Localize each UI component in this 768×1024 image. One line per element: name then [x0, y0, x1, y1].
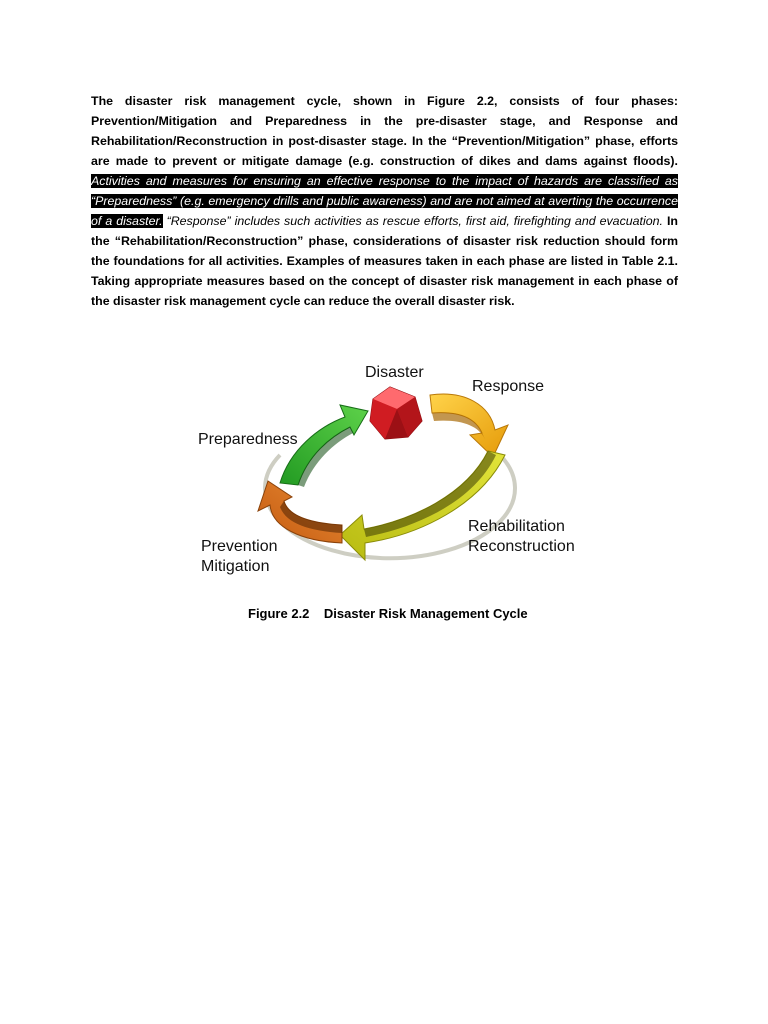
paragraph-part1: The disaster risk management cycle, shown in Figure 2.2, consists of four phases: Prevention/Mitigation and Preparedness in the pre-disaster stage, and Response and Rehabilitation/Reconstruction in post-disaster stage. In the “Prevention/Mitigation” phase, efforts are made to prevent or mitigate damage (e.g. construction of dikes and dams against floods).: [91, 94, 678, 168]
response-arrow: [430, 394, 508, 457]
label-disaster: Disaster: [365, 364, 424, 381]
caption-number: Figure 2.2: [248, 606, 310, 621]
label-preparedness: Preparedness: [198, 431, 298, 448]
risk-cycle-diagram: [190, 355, 590, 585]
label-rehabilitation: Rehabilitation: [468, 518, 565, 535]
figure-caption: [248, 606, 528, 621]
paragraph-part2: In the “Rehabilitation/Reconstruction” phase, considerations of disaster risk reduction should form the foundations for all activities. Examples of measures taken in each phase are listed in Table 2.1. Taking appropriate measures based on the concept of disaster risk management in each phase of the disaster risk management cycle can reduce the overall disaster risk.: [91, 214, 678, 308]
caption-title: Disaster Risk Management Cycle: [323, 606, 528, 621]
disaster-icon: [370, 387, 422, 439]
body-paragraph: [91, 91, 678, 311]
italic-text: “Response” includes such activities as rescue efforts, first aid, firefighting and evacuation.: [162, 214, 663, 228]
label-reconstruction: Reconstruction: [468, 538, 575, 555]
highlighted-text: Activities and measures for ensuring an effective response to the impact of hazards are classified as “Preparedness” (e.g. emergency drills and public awareness) and are not aimed at averting the occurrence of a disaster.: [91, 174, 678, 228]
label-mitigation: Mitigation: [201, 558, 270, 575]
label-response: Response: [472, 378, 545, 395]
label-prevention: Prevention: [201, 538, 278, 555]
